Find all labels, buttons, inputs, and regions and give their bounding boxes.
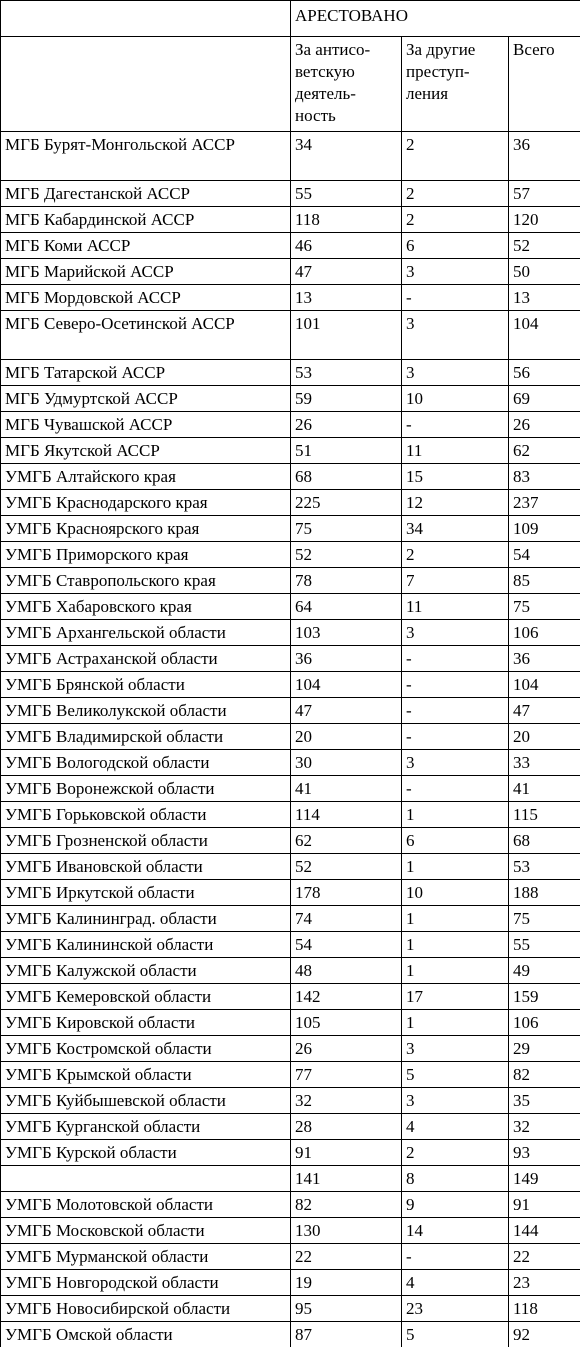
anti-soviet-count-cell: 75 <box>291 516 402 542</box>
region-name-cell: УМГБ Владимирской области <box>1 724 291 750</box>
region-name-cell: МГБ Кабардинской АССР <box>1 207 291 233</box>
anti-soviet-count-cell: 52 <box>291 542 402 568</box>
total-count-cell: 20 <box>509 724 580 750</box>
table-row <box>1 360 580 386</box>
total-count-cell: 54 <box>509 542 580 568</box>
other-crimes-count-cell: 2 <box>402 542 509 568</box>
other-crimes-count-cell: 1 <box>402 802 509 828</box>
table-row <box>1 311 580 360</box>
total-count-cell: 56 <box>509 360 580 386</box>
table-row <box>1 132 580 181</box>
total-count-cell: 118 <box>509 1296 580 1322</box>
region-name-cell: УМГБ Вологодской области <box>1 750 291 776</box>
total-count-cell: 52 <box>509 233 580 259</box>
other-crimes-count-cell: 10 <box>402 880 509 906</box>
anti-soviet-count-cell: 51 <box>291 438 402 464</box>
table-row <box>1 594 580 620</box>
table-row <box>1 932 580 958</box>
other-crimes-count-cell: 2 <box>402 207 509 233</box>
other-crimes-count-cell: 11 <box>402 594 509 620</box>
region-name-cell: УМГБ Красноярского края <box>1 516 291 542</box>
anti-soviet-count-cell: 103 <box>291 620 402 646</box>
table-row <box>1 958 580 984</box>
other-crimes-count-cell: 1 <box>402 854 509 880</box>
anti-soviet-count-cell: 114 <box>291 802 402 828</box>
other-crimes-count-cell: 4 <box>402 1114 509 1140</box>
region-name-cell: МГБ Якутской АССР <box>1 438 291 464</box>
other-crimes-count-cell: - <box>402 1244 509 1270</box>
total-count-cell: 22 <box>509 1244 580 1270</box>
total-count-cell: 68 <box>509 828 580 854</box>
region-name-cell: МГБ Татарской АССР <box>1 360 291 386</box>
anti-soviet-count-cell: 78 <box>291 568 402 594</box>
region-name-cell: УМГБ Мурманской области <box>1 1244 291 1270</box>
anti-soviet-count-cell: 178 <box>291 880 402 906</box>
anti-soviet-count-cell: 55 <box>291 181 402 207</box>
total-count-cell: 237 <box>509 490 580 516</box>
anti-soviet-count-cell: 77 <box>291 1062 402 1088</box>
region-name-cell: УМГБ Архангельской области <box>1 620 291 646</box>
anti-soviet-count-cell: 48 <box>291 958 402 984</box>
anti-soviet-count-cell: 64 <box>291 594 402 620</box>
anti-soviet-count-cell: 26 <box>291 412 402 438</box>
region-name-cell: УМГБ Великолукской области <box>1 698 291 724</box>
region-name-cell: УМГБ Молотовской области <box>1 1192 291 1218</box>
total-count-cell: 159 <box>509 984 580 1010</box>
table-row <box>1 412 580 438</box>
other-crimes-count-cell: 3 <box>402 311 509 360</box>
region-name-cell: УМГБ Краснодарского края <box>1 490 291 516</box>
total-count-cell: 144 <box>509 1218 580 1244</box>
region-name-cell: МГБ Чувашской АССР <box>1 412 291 438</box>
region-name-cell: УМГБ Ставропольского края <box>1 568 291 594</box>
arrested-group-header: АРЕСТОВАНО <box>291 1 580 37</box>
total-count-cell: 23 <box>509 1270 580 1296</box>
other-crimes-count-cell: 14 <box>402 1218 509 1244</box>
anti-soviet-count-cell: 118 <box>291 207 402 233</box>
table-row <box>1 802 580 828</box>
table-row <box>1 724 580 750</box>
other-crimes-count-cell: 3 <box>402 620 509 646</box>
other-crimes-count-cell: 23 <box>402 1296 509 1322</box>
table-row <box>1 259 580 285</box>
table-row <box>1 776 580 802</box>
corner-cell <box>1 37 291 132</box>
anti-soviet-count-cell: 142 <box>291 984 402 1010</box>
anti-soviet-count-cell: 22 <box>291 1244 402 1270</box>
total-count-cell: 91 <box>509 1192 580 1218</box>
table-row <box>1 438 580 464</box>
anti-soviet-count-cell: 46 <box>291 233 402 259</box>
total-count-cell: 120 <box>509 207 580 233</box>
table-row <box>1 906 580 932</box>
region-name-cell: УМГБ Крымской области <box>1 1062 291 1088</box>
other-crimes-count-cell: 3 <box>402 360 509 386</box>
region-name-cell: УМГБ Курской области <box>1 1140 291 1166</box>
table-row <box>1 386 580 412</box>
other-crimes-count-cell: 12 <box>402 490 509 516</box>
table-row <box>1 1062 580 1088</box>
anti-soviet-count-cell: 28 <box>291 1114 402 1140</box>
total-count-cell: 83 <box>509 464 580 490</box>
other-crimes-count-cell: 2 <box>402 132 509 181</box>
other-crimes-count-cell: 15 <box>402 464 509 490</box>
region-name-cell: УМГБ Брянской области <box>1 672 291 698</box>
col-header-total: Всего <box>509 37 580 132</box>
total-count-cell: 55 <box>509 932 580 958</box>
anti-soviet-count-cell: 34 <box>291 132 402 181</box>
total-count-cell: 104 <box>509 311 580 360</box>
total-count-cell: 35 <box>509 1088 580 1114</box>
other-crimes-count-cell: - <box>402 776 509 802</box>
table-row <box>1 1036 580 1062</box>
anti-soviet-count-cell: 104 <box>291 672 402 698</box>
table-row <box>1 984 580 1010</box>
other-crimes-count-cell: - <box>402 646 509 672</box>
region-name-cell <box>1 1166 291 1192</box>
total-count-cell: 33 <box>509 750 580 776</box>
anti-soviet-count-cell: 47 <box>291 698 402 724</box>
total-count-cell: 188 <box>509 880 580 906</box>
total-count-cell: 104 <box>509 672 580 698</box>
region-name-cell: УМГБ Горьковской области <box>1 802 291 828</box>
anti-soviet-count-cell: 59 <box>291 386 402 412</box>
total-count-cell: 50 <box>509 259 580 285</box>
other-crimes-count-cell: - <box>402 285 509 311</box>
anti-soviet-count-cell: 54 <box>291 932 402 958</box>
other-crimes-count-cell: 5 <box>402 1062 509 1088</box>
table-row <box>1 568 580 594</box>
table-row <box>1 854 580 880</box>
total-count-cell: 29 <box>509 1036 580 1062</box>
total-count-cell: 36 <box>509 646 580 672</box>
table-row <box>1 880 580 906</box>
table-row <box>1 1166 580 1192</box>
col-header-other-crimes: За другие преступ- ления <box>402 37 509 132</box>
anti-soviet-count-cell: 26 <box>291 1036 402 1062</box>
other-crimes-count-cell: - <box>402 672 509 698</box>
region-name-cell: УМГБ Кировской области <box>1 1010 291 1036</box>
other-crimes-count-cell: 1 <box>402 958 509 984</box>
region-name-cell: МГБ Удмуртской АССР <box>1 386 291 412</box>
region-name-cell: УМГБ Алтайского края <box>1 464 291 490</box>
total-count-cell: 53 <box>509 854 580 880</box>
total-count-cell: 93 <box>509 1140 580 1166</box>
anti-soviet-count-cell: 36 <box>291 646 402 672</box>
total-count-cell: 13 <box>509 285 580 311</box>
total-count-cell: 75 <box>509 594 580 620</box>
other-crimes-count-cell: - <box>402 412 509 438</box>
region-name-cell: МГБ Северо-Осетинской АССР <box>1 311 291 360</box>
total-count-cell: 47 <box>509 698 580 724</box>
table-body <box>1 132 580 1347</box>
anti-soviet-count-cell: 68 <box>291 464 402 490</box>
total-count-cell: 92 <box>509 1322 580 1347</box>
other-crimes-count-cell: 1 <box>402 932 509 958</box>
anti-soviet-count-cell: 101 <box>291 311 402 360</box>
total-count-cell: 75 <box>509 906 580 932</box>
anti-soviet-count-cell: 47 <box>291 259 402 285</box>
total-count-cell: 109 <box>509 516 580 542</box>
anti-soviet-count-cell: 53 <box>291 360 402 386</box>
other-crimes-count-cell: - <box>402 698 509 724</box>
table-row <box>1 1296 580 1322</box>
total-count-cell: 36 <box>509 132 580 181</box>
total-count-cell: 82 <box>509 1062 580 1088</box>
other-crimes-count-cell: 4 <box>402 1270 509 1296</box>
other-crimes-count-cell: 5 <box>402 1322 509 1347</box>
other-crimes-count-cell: 1 <box>402 1010 509 1036</box>
table-row <box>1 542 580 568</box>
region-name-cell: УМГБ Калужской области <box>1 958 291 984</box>
total-count-cell: 41 <box>509 776 580 802</box>
other-crimes-count-cell: 1 <box>402 906 509 932</box>
other-crimes-count-cell: 11 <box>402 438 509 464</box>
anti-soviet-count-cell: 141 <box>291 1166 402 1192</box>
region-name-cell: УМГБ Астраханской области <box>1 646 291 672</box>
anti-soviet-count-cell: 105 <box>291 1010 402 1036</box>
region-name-cell: МГБ Мордовской АССР <box>1 285 291 311</box>
total-count-cell: 57 <box>509 181 580 207</box>
other-crimes-count-cell: 10 <box>402 386 509 412</box>
anti-soviet-count-cell: 91 <box>291 1140 402 1166</box>
table-row <box>1 207 580 233</box>
other-crimes-count-cell: 2 <box>402 181 509 207</box>
table-row <box>1 828 580 854</box>
region-name-cell: МГБ Дагестанской АССР <box>1 181 291 207</box>
total-count-cell: 85 <box>509 568 580 594</box>
region-name-cell: УМГБ Кемеровской области <box>1 984 291 1010</box>
region-name-cell: УМГБ Калининград. области <box>1 906 291 932</box>
table-row <box>1 672 580 698</box>
other-crimes-count-cell: 2 <box>402 1140 509 1166</box>
total-count-cell: 32 <box>509 1114 580 1140</box>
table-row <box>1 698 580 724</box>
other-crimes-count-cell: 3 <box>402 1088 509 1114</box>
table-row <box>1 1244 580 1270</box>
table-row <box>1 750 580 776</box>
col-header-anti-soviet: За антисо- ветскую деятель- ность <box>291 37 402 132</box>
region-name-cell: УМГБ Московской области <box>1 1218 291 1244</box>
other-crimes-count-cell: 9 <box>402 1192 509 1218</box>
table-row <box>1 1322 580 1347</box>
other-crimes-count-cell: 7 <box>402 568 509 594</box>
region-name-cell: УМГБ Ивановской области <box>1 854 291 880</box>
region-name-cell: УМГБ Грозненской области <box>1 828 291 854</box>
region-name-cell: УМГБ Новгородской области <box>1 1270 291 1296</box>
header-row-group <box>1 1 580 37</box>
anti-soviet-count-cell: 225 <box>291 490 402 516</box>
region-name-cell: УМГБ Калининской области <box>1 932 291 958</box>
anti-soviet-count-cell: 74 <box>291 906 402 932</box>
other-crimes-count-cell: 8 <box>402 1166 509 1192</box>
table-row <box>1 1010 580 1036</box>
table-row <box>1 1192 580 1218</box>
table-row <box>1 620 580 646</box>
total-count-cell: 26 <box>509 412 580 438</box>
anti-soviet-count-cell: 32 <box>291 1088 402 1114</box>
table-row <box>1 233 580 259</box>
anti-soviet-count-cell: 41 <box>291 776 402 802</box>
region-name-cell: УМГБ Хабаровского края <box>1 594 291 620</box>
anti-soviet-count-cell: 20 <box>291 724 402 750</box>
anti-soviet-count-cell: 30 <box>291 750 402 776</box>
other-crimes-count-cell: 3 <box>402 1036 509 1062</box>
other-crimes-count-cell: 17 <box>402 984 509 1010</box>
region-name-cell: УМГБ Воронежской области <box>1 776 291 802</box>
total-count-cell: 62 <box>509 438 580 464</box>
table-row <box>1 1270 580 1296</box>
table-row <box>1 646 580 672</box>
anti-soviet-count-cell: 52 <box>291 854 402 880</box>
table-row <box>1 181 580 207</box>
header-row-columns <box>1 37 580 132</box>
region-name-cell: УМГБ Новосибирской области <box>1 1296 291 1322</box>
table-row <box>1 1218 580 1244</box>
total-count-cell: 69 <box>509 386 580 412</box>
total-count-cell: 106 <box>509 1010 580 1036</box>
other-crimes-count-cell: 6 <box>402 828 509 854</box>
region-name-cell: УМГБ Курганской области <box>1 1114 291 1140</box>
table-row <box>1 464 580 490</box>
anti-soviet-count-cell: 130 <box>291 1218 402 1244</box>
table-row <box>1 285 580 311</box>
total-count-cell: 106 <box>509 620 580 646</box>
table-row <box>1 1140 580 1166</box>
total-count-cell: 115 <box>509 802 580 828</box>
other-crimes-count-cell: 34 <box>402 516 509 542</box>
region-name-cell: УМГБ Куйбышевской области <box>1 1088 291 1114</box>
table-row <box>1 490 580 516</box>
table-row <box>1 516 580 542</box>
table-row <box>1 1114 580 1140</box>
anti-soviet-count-cell: 95 <box>291 1296 402 1322</box>
anti-soviet-count-cell: 62 <box>291 828 402 854</box>
region-name-cell: МГБ Коми АССР <box>1 233 291 259</box>
total-count-cell: 149 <box>509 1166 580 1192</box>
anti-soviet-count-cell: 19 <box>291 1270 402 1296</box>
total-count-cell: 49 <box>509 958 580 984</box>
region-name-cell: МГБ Бурят-Монгольской АССР <box>1 132 291 181</box>
region-name-cell: УМГБ Приморского края <box>1 542 291 568</box>
other-crimes-count-cell: 3 <box>402 750 509 776</box>
region-name-cell: УМГБ Иркутской области <box>1 880 291 906</box>
other-crimes-count-cell: - <box>402 724 509 750</box>
anti-soviet-count-cell: 82 <box>291 1192 402 1218</box>
region-name-cell: УМГБ Костромской области <box>1 1036 291 1062</box>
corner-cell <box>1 1 291 37</box>
region-name-cell: МГБ Марийской АССР <box>1 259 291 285</box>
region-name-cell: УМГБ Омской области <box>1 1322 291 1347</box>
other-crimes-count-cell: 3 <box>402 259 509 285</box>
table-row <box>1 1088 580 1114</box>
anti-soviet-count-cell: 13 <box>291 285 402 311</box>
other-crimes-count-cell: 6 <box>402 233 509 259</box>
anti-soviet-count-cell: 87 <box>291 1322 402 1347</box>
